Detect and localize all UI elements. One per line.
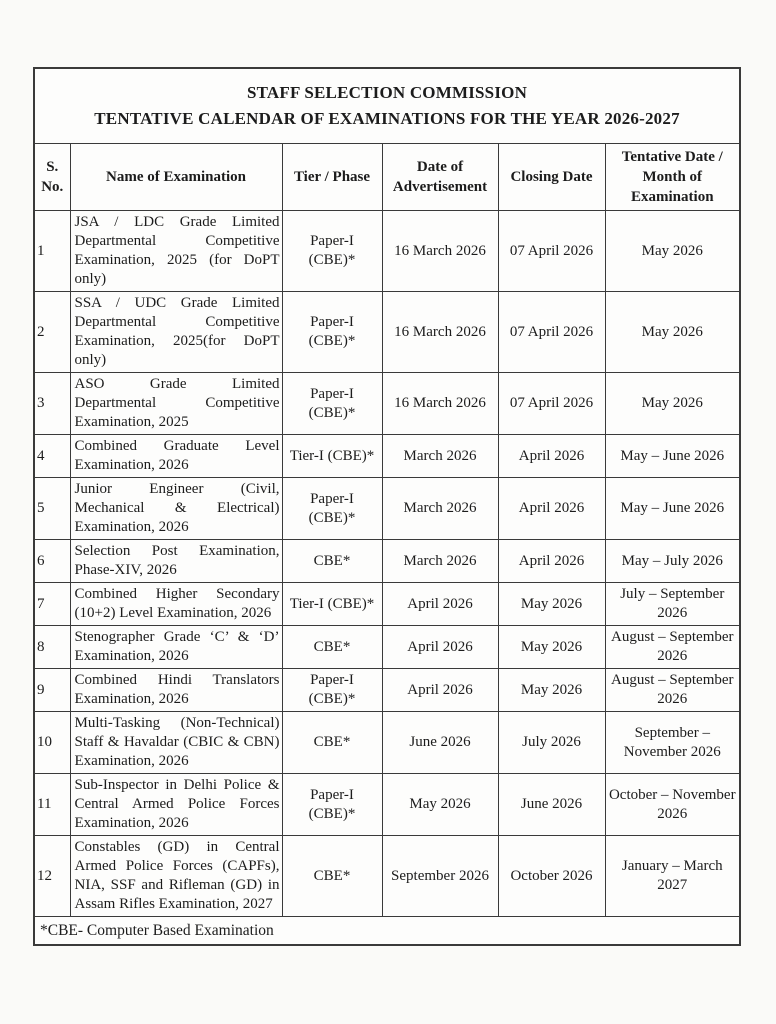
row-exam-name: Multi-Tasking (Non-Technical) Staff & Havaldar (CBIC & CBN) Examination, 2026 — [70, 712, 282, 774]
row-serial-number: 6 — [34, 540, 70, 583]
row-tentative-date: May 2026 — [605, 292, 740, 373]
row-closing-date: 07 April 2026 — [498, 211, 605, 292]
row-tier-phase: Tier-I (CBE)* — [282, 583, 382, 626]
row-advertisement-date: March 2026 — [382, 478, 498, 540]
row-exam-name: Combined Hindi Translators Examination, 2026 — [70, 669, 282, 712]
row-tier-phase: Paper-I (CBE)* — [282, 373, 382, 435]
row-exam-name: Stenographer Grade ‘C’ & ‘D’ Examination, 2026 — [70, 626, 282, 669]
row-tier-phase: CBE* — [282, 540, 382, 583]
row-serial-number: 5 — [34, 478, 70, 540]
row-exam-name: Selection Post Examination, Phase-XIV, 2026 — [70, 540, 282, 583]
row-tier-phase: Paper-I (CBE)* — [282, 292, 382, 373]
header-advertisement-date: Date of Advertisement — [382, 144, 498, 211]
table-row — [34, 478, 740, 540]
table-row — [34, 211, 740, 292]
row-tentative-date: May 2026 — [605, 373, 740, 435]
row-advertisement-date: April 2026 — [382, 583, 498, 626]
row-advertisement-date: 16 March 2026 — [382, 373, 498, 435]
table-row — [34, 669, 740, 712]
table-row — [34, 712, 740, 774]
row-serial-number: 1 — [34, 211, 70, 292]
row-tentative-date: January – March 2027 — [605, 836, 740, 917]
header-exam-name: Name of Examination — [70, 144, 282, 211]
row-tier-phase: Tier-I (CBE)* — [282, 435, 382, 478]
row-tier-phase: CBE* — [282, 836, 382, 917]
header-tier-phase: Tier / Phase — [282, 144, 382, 211]
row-advertisement-date: April 2026 — [382, 626, 498, 669]
row-exam-name: JSA / LDC Grade Limited Departmental Competitive Examination, 2025 (for DoPT only) — [70, 211, 282, 292]
table-row — [34, 373, 740, 435]
table-row — [34, 583, 740, 626]
row-tentative-date: May – June 2026 — [605, 435, 740, 478]
document-title-block — [34, 68, 740, 144]
row-tentative-date: May 2026 — [605, 211, 740, 292]
table-row — [34, 435, 740, 478]
row-exam-name: Junior Engineer (Civil, Mechanical & Electrical) Examination, 2026 — [70, 478, 282, 540]
header-tentative-date: Tentative Date / Month of Examination — [605, 144, 740, 211]
row-serial-number: 11 — [34, 774, 70, 836]
row-exam-name: SSA / UDC Grade Limited Departmental Competitive Examination, 2025(for DoPT only) — [70, 292, 282, 373]
row-closing-date: October 2026 — [498, 836, 605, 917]
table-header-row — [34, 144, 740, 211]
table-row — [34, 774, 740, 836]
row-serial-number: 4 — [34, 435, 70, 478]
document-body — [33, 67, 741, 946]
row-closing-date: 07 April 2026 — [498, 373, 605, 435]
row-closing-date: 07 April 2026 — [498, 292, 605, 373]
row-advertisement-date: June 2026 — [382, 712, 498, 774]
row-tier-phase: Paper-I (CBE)* — [282, 774, 382, 836]
table-row — [34, 836, 740, 917]
row-tier-phase: CBE* — [282, 712, 382, 774]
header-closing-date: Closing Date — [498, 144, 605, 211]
row-closing-date: June 2026 — [498, 774, 605, 836]
row-exam-name: Sub-Inspector in Delhi Police & Central Armed Police Forces Examination, 2026 — [70, 774, 282, 836]
row-advertisement-date: 16 March 2026 — [382, 211, 498, 292]
row-tentative-date: May – July 2026 — [605, 540, 740, 583]
row-tentative-date: August – September 2026 — [605, 626, 740, 669]
row-closing-date: May 2026 — [498, 669, 605, 712]
row-tier-phase: Paper-I (CBE)* — [282, 669, 382, 712]
row-closing-date: May 2026 — [498, 583, 605, 626]
row-tier-phase: CBE* — [282, 626, 382, 669]
document-title: STAFF SELECTION COMMISSION — [246, 83, 528, 102]
row-advertisement-date: March 2026 — [382, 540, 498, 583]
row-serial-number: 9 — [34, 669, 70, 712]
row-advertisement-date: May 2026 — [382, 774, 498, 836]
cbe-footnote: *CBE- Computer Based Examination — [34, 917, 740, 946]
row-closing-date: May 2026 — [498, 626, 605, 669]
row-advertisement-date: September 2026 — [382, 836, 498, 917]
row-serial-number: 8 — [34, 626, 70, 669]
table-row — [34, 540, 740, 583]
row-exam-name: Combined Higher Secondary (10+2) Level Examination, 2026 — [70, 583, 282, 626]
row-tentative-date: September – November 2026 — [605, 712, 740, 774]
title-row — [34, 68, 740, 144]
row-closing-date: April 2026 — [498, 478, 605, 540]
row-advertisement-date: 16 March 2026 — [382, 292, 498, 373]
footnote-row — [34, 917, 740, 946]
row-serial-number: 12 — [34, 836, 70, 917]
row-tentative-date: May – June 2026 — [605, 478, 740, 540]
row-tentative-date: August – September 2026 — [605, 669, 740, 712]
row-exam-name: ASO Grade Limited Departmental Competitive Examination, 2025 — [70, 373, 282, 435]
row-tier-phase: Paper-I (CBE)* — [282, 211, 382, 292]
exam-calendar-table — [33, 67, 741, 946]
table-row — [34, 626, 740, 669]
document-subtitle: TENTATIVE CALENDAR OF EXAMINATIONS FOR THE YEAR 2026-2027 — [94, 109, 680, 128]
row-serial-number: 2 — [34, 292, 70, 373]
row-serial-number: 3 — [34, 373, 70, 435]
row-exam-name: Combined Graduate Level Examination, 2026 — [70, 435, 282, 478]
row-serial-number: 10 — [34, 712, 70, 774]
row-closing-date: April 2026 — [498, 435, 605, 478]
row-exam-name: Constables (GD) in Central Armed Police Forces (CAPFs), NIA, SSF and Rifleman (GD) in Assam Rifles Examination, 2027 — [70, 836, 282, 917]
exam-table-body — [34, 211, 740, 917]
row-advertisement-date: March 2026 — [382, 435, 498, 478]
row-advertisement-date: April 2026 — [382, 669, 498, 712]
header-sno: S. No. — [34, 144, 70, 211]
row-closing-date: April 2026 — [498, 540, 605, 583]
row-tier-phase: Paper-I (CBE)* — [282, 478, 382, 540]
table-row — [34, 292, 740, 373]
row-closing-date: July 2026 — [498, 712, 605, 774]
row-tentative-date: July – September 2026 — [605, 583, 740, 626]
row-serial-number: 7 — [34, 583, 70, 626]
row-tentative-date: October – November 2026 — [605, 774, 740, 836]
